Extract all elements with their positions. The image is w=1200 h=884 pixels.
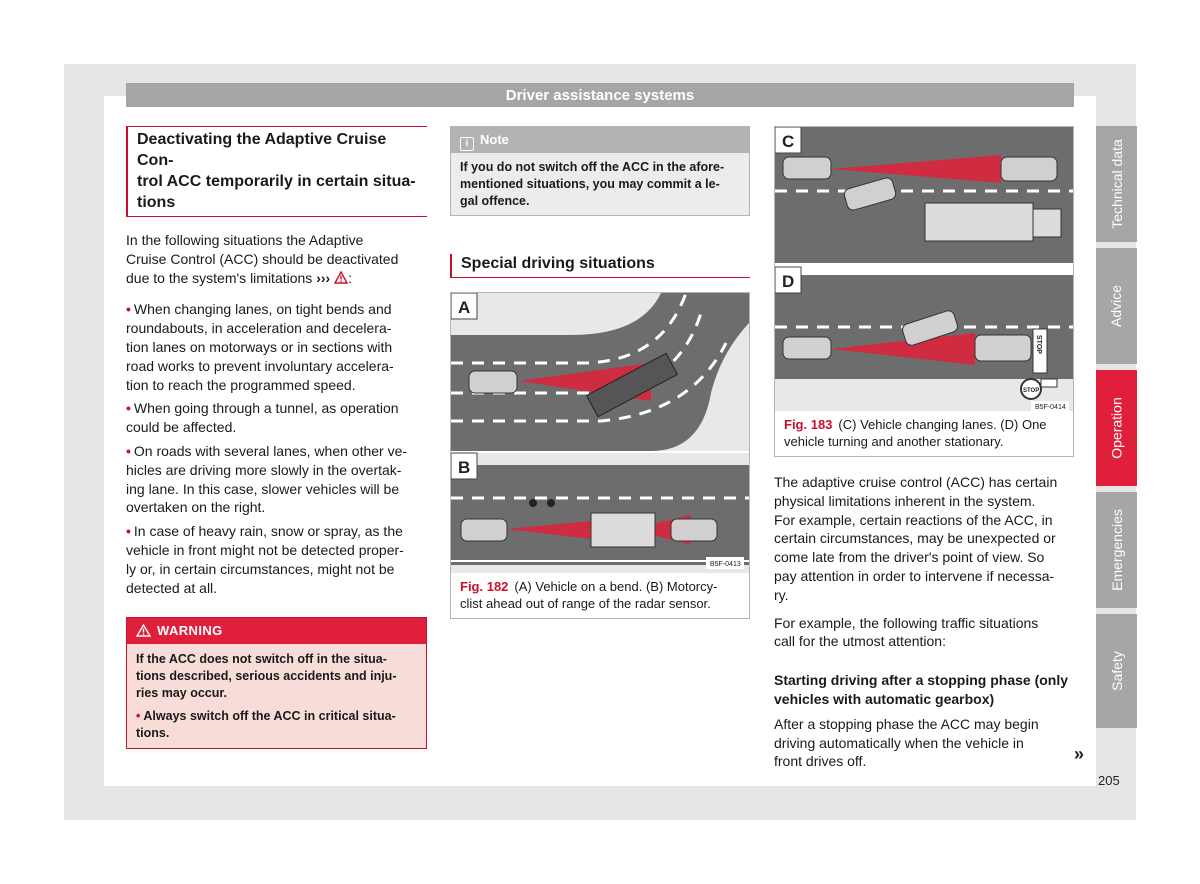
continue-arrows-icon: »	[1074, 744, 1085, 764]
tab-safety[interactable]: Safety	[1096, 614, 1137, 728]
chapter-header: Driver assistance systems	[126, 83, 1074, 107]
tab-technical-data[interactable]: Technical data	[1096, 126, 1137, 242]
subsection-title: Special driving situations	[450, 254, 750, 278]
warning-text: If the ACC does not switch off in the situa- tions described, serious accidents and inju- ries may occur. • Always switch off the ACC in critical situa- tions.	[127, 644, 426, 748]
figure-code: B5F-0414	[1035, 404, 1066, 411]
figure-caption: Fig. 183 (C) Vehicle changing lanes. (D) One vehicle turning and another stationary.	[784, 417, 1047, 449]
bullet-dot-icon: •	[126, 400, 131, 417]
bullet-dot-icon: •	[126, 523, 131, 540]
note-box	[450, 126, 750, 216]
column-left	[126, 126, 427, 749]
figure-182-illustration	[451, 293, 749, 573]
paragraph-heading: Starting driving after a stopping phase (only vehicles with automatic gearbox)	[774, 672, 1069, 707]
list-item: • In case of heavy rain, snow or spray, as the vehicle in front might not be detected proper- ly or, in certain circumstances, might not be detected at all.	[126, 523, 404, 596]
figure-182	[450, 292, 750, 619]
bullet-dot-icon: •	[126, 301, 131, 318]
figure-183-illustration	[775, 127, 1073, 411]
column-right	[774, 126, 1074, 771]
column-middle	[450, 126, 750, 619]
note-header: i Note	[451, 127, 749, 153]
warning-triangle-icon	[334, 271, 348, 284]
panel-label-a: A	[458, 298, 471, 317]
warning-box	[126, 617, 427, 749]
paragraph: After a stopping phase the ACC may begin driving automatically when the vehicle in front drives off.	[774, 715, 1039, 770]
panel-label-d: D	[782, 272, 795, 291]
intro-paragraph: In the following situations the Adaptive Cruise Control (ACC) should be deactivated due to the system's limitations ››› :	[126, 232, 399, 286]
figure-code: B5F-0413	[710, 561, 741, 568]
figure-caption: Fig. 182 (A) Vehicle on a bend. (B) Motorcy- clist ahead out of range of the radar sensor.	[460, 579, 718, 611]
page-number: 205	[1098, 773, 1120, 788]
panel-label-c: C	[782, 132, 795, 151]
tab-advice[interactable]: Advice	[1096, 248, 1137, 364]
list-item: • When changing lanes, on tight bends and roundabouts, in acceleration and decelera- tion lanes on motorways or in sections with road works to prevent involuntary accelera- tion to reach the programmed speed.	[126, 301, 394, 393]
bullet-dot-icon: •	[136, 709, 141, 724]
paragraph: For example, the following traffic situations call for the utmost attention:	[774, 614, 1039, 650]
stop-sign-text: STOP	[1023, 388, 1040, 394]
tab-emergencies[interactable]: Emergencies	[1096, 492, 1137, 608]
list-item: • On roads with several lanes, when other ve- hicles are driving more slowly in the overtak- ing lane. In this case, slower vehicles will be overtaken on the right.	[126, 442, 408, 516]
figure-183	[774, 126, 1074, 457]
section-title: Deactivating the Adaptive Cruise Con- trol ACC temporarily in certain situa- tions	[126, 126, 427, 217]
info-icon: i	[460, 137, 474, 151]
warning-item: • Always switch off the ACC in critical situa- tions.	[136, 709, 396, 741]
bullet-dot-icon: •	[126, 442, 131, 459]
list-item: • When going through a tunnel, as operation could be affected.	[126, 400, 399, 436]
situation-list	[126, 300, 427, 597]
note-text: If you do not switch off the ACC in the afore- mentioned situations, you may commit a le- gal offence.	[460, 160, 725, 208]
continue-arrows-icon: ›››	[316, 269, 331, 286]
paragraph: The adaptive cruise control (ACC) has certain physical limitations inherent in the system. For example, certain reactions of the ACC, in certain circumstances, may be unexpected or come late from the driver's point of view. So pay attention in order to intervene if necessa- ry.	[774, 474, 1058, 603]
tab-operation[interactable]: Operation	[1096, 370, 1137, 486]
warning-header: WARNING	[127, 618, 426, 644]
warning-triangle-icon	[136, 624, 151, 637]
stop-line-text: STOP	[1035, 335, 1042, 354]
panel-label-b: B	[458, 458, 471, 477]
